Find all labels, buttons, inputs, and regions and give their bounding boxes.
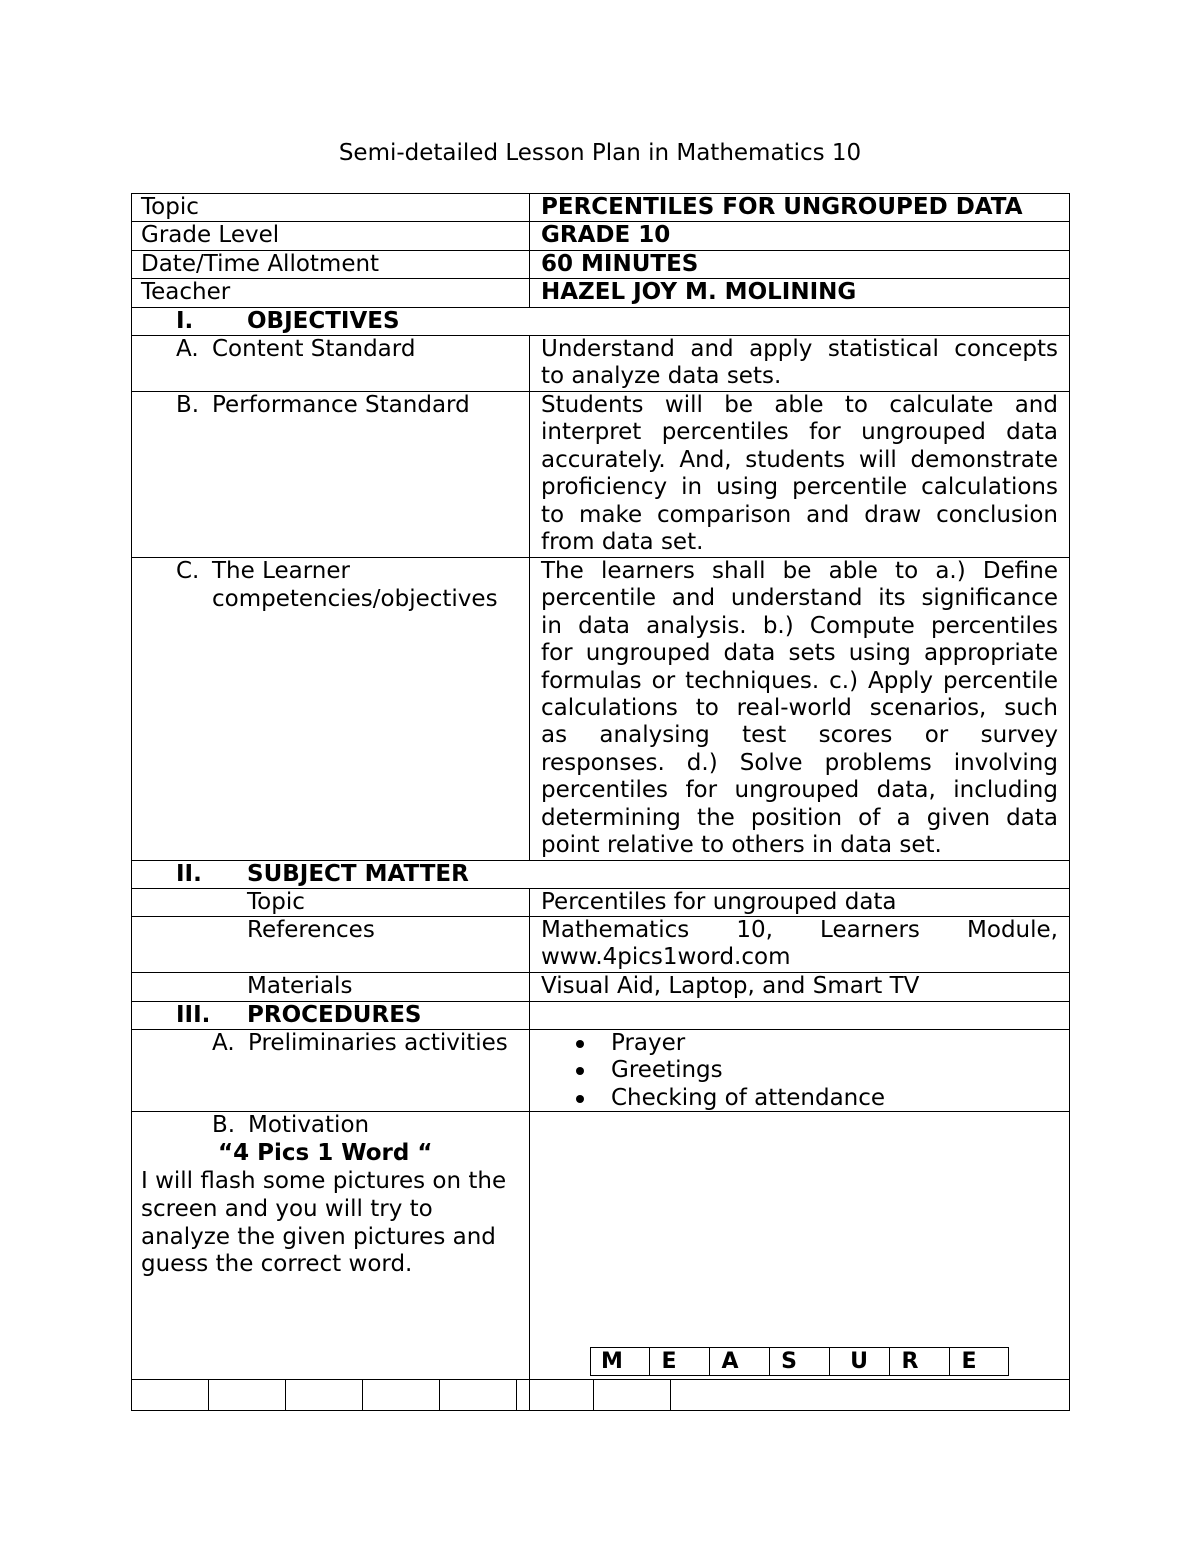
preliminaries-item: Prayer: [611, 1030, 686, 1056]
text-line: percentiles for ungrouped data, including: [541, 777, 1058, 804]
teacher-value: HAZEL JOY M. MOLINING: [541, 279, 857, 305]
column-divider: [529, 888, 530, 1001]
content-standard-text: [541, 336, 1058, 391]
text-line: Students will be able to calculate and: [541, 392, 1058, 418]
subject-matter-heading: SUBJECT MATTER: [247, 861, 469, 887]
text-line: accurately. And, students will demonstrate: [541, 446, 1058, 473]
text-line: from data set.: [541, 529, 704, 556]
answer-letter: S: [781, 1349, 797, 1374]
bullet-icon: [576, 1067, 584, 1075]
date-time-label: Date/Time Allotment: [141, 251, 380, 277]
answer-letter: E: [661, 1349, 677, 1374]
motivation-instruction-line: I will flash some pictures on the: [141, 1168, 507, 1194]
references-label: References: [247, 917, 375, 943]
bottom-cell-divider: [516, 1379, 517, 1411]
row-divider: [131, 1379, 1070, 1380]
text-line: to make comparison and draw conclusion: [541, 501, 1058, 528]
text-line: proficiency in using percentile calculations: [541, 474, 1058, 501]
teacher-label: Teacher: [141, 279, 231, 305]
column-divider: [529, 335, 530, 860]
bottom-cell-divider: [670, 1379, 671, 1411]
learner-competencies-label-2: competencies/objectives: [212, 586, 498, 612]
answer-letter: E: [961, 1349, 977, 1374]
text-line: point relative to others in data set.: [541, 832, 942, 859]
preliminaries-letter: A.: [212, 1030, 235, 1056]
learner-competencies-label: The Learner: [212, 558, 350, 584]
sm-topic-value: Percentiles for ungrouped data: [541, 889, 897, 915]
bottom-cell-divider: [362, 1379, 363, 1411]
grade-level-label: Grade Level: [141, 222, 280, 248]
bottom-cell-divider: [285, 1379, 286, 1411]
bullet-icon: [576, 1040, 584, 1048]
date-time-value: 60 MINUTES: [541, 251, 699, 277]
content-standard-letter: A.: [176, 336, 199, 362]
references-text: [541, 917, 1058, 972]
preliminaries-label: Preliminaries activities: [248, 1030, 508, 1056]
text-line: interpret percentiles for ungrouped data: [541, 419, 1058, 446]
game-title: “4 Pics 1 Word “: [218, 1140, 433, 1166]
text-line: in data analysis. b.) Compute percentiles: [541, 612, 1058, 639]
content-standard-label: Content Standard: [212, 336, 416, 362]
page-title: Semi-detailed Lesson Plan in Mathematics 10: [338, 140, 862, 166]
answer-letter: U: [850, 1349, 868, 1374]
procedures-heading: PROCEDURES: [247, 1002, 422, 1028]
text-line: determining the position of a given data: [541, 804, 1058, 831]
text-line: to analyze data sets.: [541, 363, 782, 390]
topic-value: PERCENTILES FOR UNGROUPED DATA: [541, 194, 1023, 220]
preliminaries-item: Greetings: [611, 1057, 723, 1083]
answer-letter: R: [901, 1349, 919, 1374]
text-line: Mathematics 10, Learners Module,: [541, 917, 1058, 943]
grade-level-value: GRADE 10: [541, 222, 671, 248]
answer-letter: M: [601, 1349, 623, 1374]
objectives-numeral: I.: [176, 308, 194, 334]
text-line: The learners shall be able to a.) Define: [541, 558, 1058, 584]
motivation-instruction-line: guess the correct word.: [141, 1251, 413, 1277]
subject-matter-numeral: II.: [176, 861, 202, 887]
motivation-letter: B.: [212, 1112, 236, 1138]
performance-standard-label: Performance Standard: [212, 392, 470, 418]
learner-competencies-text: [541, 558, 1058, 859]
bottom-cell-divider: [208, 1379, 209, 1411]
text-line: calculations to real-world scenarios, such: [541, 695, 1058, 722]
text-line: for ungrouped data sets using appropriate: [541, 640, 1058, 667]
bottom-cell-divider: [593, 1379, 594, 1411]
motivation-label: Motivation: [248, 1112, 370, 1138]
materials-label: Materials: [247, 973, 353, 999]
preliminaries-item: Checking of attendance: [611, 1085, 886, 1111]
text-line: as analysing test scores or survey: [541, 722, 1058, 749]
bullet-icon: [576, 1095, 584, 1103]
text-line: formulas or techniques. c.) Apply percentile: [541, 667, 1058, 694]
performance-standard-text: [541, 392, 1058, 556]
topic-label: Topic: [141, 194, 199, 220]
text-line: www.4pics1word.com: [541, 944, 791, 971]
procedures-numeral: III.: [176, 1002, 211, 1028]
answer-letter: A: [721, 1349, 739, 1374]
column-divider: [529, 1001, 530, 1411]
learner-competencies-letter: C.: [176, 558, 200, 584]
objectives-heading: OBJECTIVES: [247, 308, 400, 334]
motivation-instruction-line: screen and you will try to: [141, 1196, 433, 1222]
text-line: responses. d.) Solve problems involving: [541, 749, 1058, 776]
motivation-instruction-line: analyze the given pictures and: [141, 1224, 496, 1250]
sm-topic-label: Topic: [247, 889, 305, 915]
materials-value: Visual Aid, Laptop, and Smart TV: [541, 973, 920, 999]
bottom-cell-divider: [439, 1379, 440, 1411]
performance-standard-letter: B.: [176, 392, 200, 418]
text-line: percentile and understand its significance: [541, 585, 1058, 612]
column-divider: [529, 193, 530, 307]
text-line: Understand and apply statistical concepts: [541, 336, 1058, 362]
